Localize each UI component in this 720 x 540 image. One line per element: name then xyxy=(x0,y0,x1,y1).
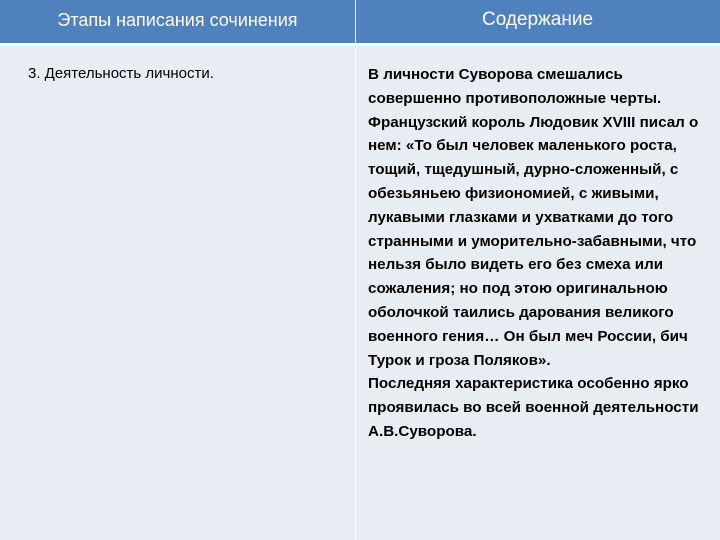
header-stages: Этапы написания сочинения xyxy=(57,10,298,30)
header-column-divider xyxy=(355,0,356,43)
content-cell xyxy=(368,63,713,444)
content-paragraph-2: Последняя характеристика особенно ярко проявилась во всей военной деятельности А.В.Суворова. xyxy=(368,375,699,440)
stage-cell: 3. Деятельность личности. xyxy=(28,65,214,82)
table-header-row xyxy=(0,0,720,43)
content-paragraph-1: В личности Суворова смешались совершенно противоположные черты. Французский король Людовик XVIII писал о нем: «То был человек маленького роста, тощий, тщедушный, дурно-сложенный, с обезьяньею физиономией, с живыми, лукавыми глазками и ухватками до того странными и уморительно-забавными, что нельзя было видеть его без смеха или сожаления; но под этою оригинальною оболочкой таились дарования великого военного гения… Он был меч России, бич Турок и гроза Поляков». xyxy=(368,66,699,369)
body-column-divider xyxy=(355,46,356,540)
header-content: Содержание xyxy=(481,9,594,30)
